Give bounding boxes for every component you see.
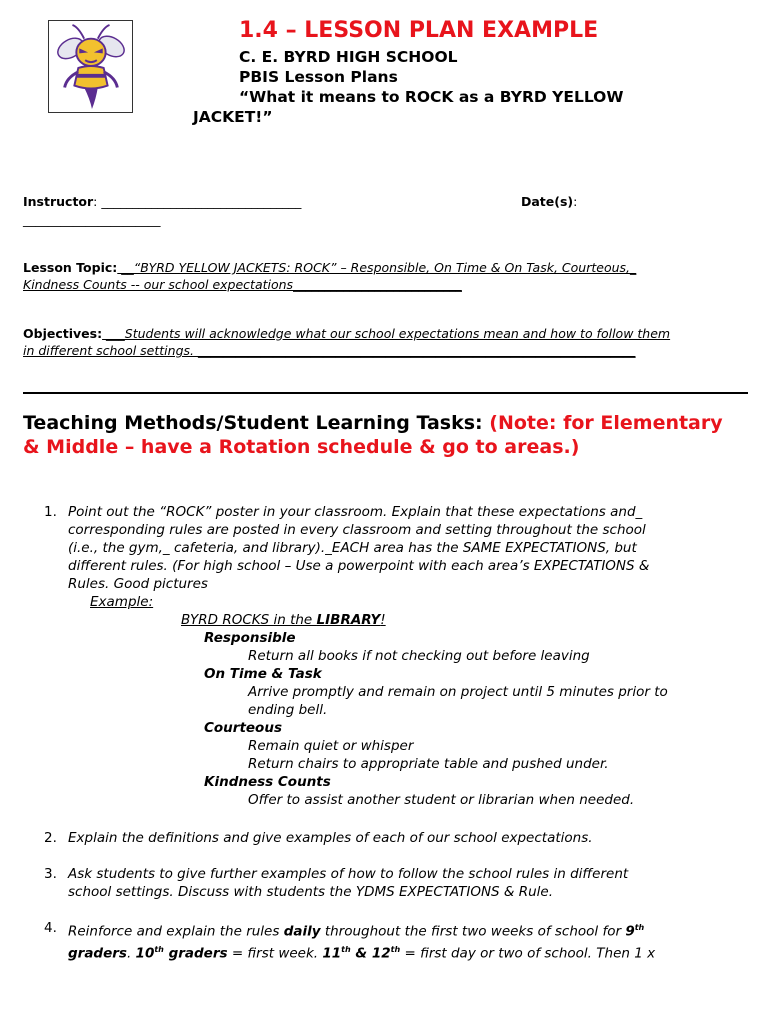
item4-th-1: th: [634, 923, 645, 932]
list-item-4-text: [68, 919, 744, 962]
item4-twelfth: & 12: [350, 945, 391, 961]
list-item-3-line-2: school settings. Discuss with students the YDMS EXPECTATIONS & Rule.: [68, 884, 554, 900]
objectives-text-1: ___Students will acknowledge what our school expectations mean and how to follow them: [102, 326, 671, 341]
item4-ninth: 9: [625, 923, 635, 940]
item4-tenth: 10: [135, 945, 155, 961]
instructor-field: [23, 194, 301, 209]
item4-th-2: th: [154, 944, 164, 954]
list-item-1-line-4: different rules. (For high school – Use a powerpoint with each area’s EXPECTATIONS &: [68, 558, 650, 574]
list-item-number: 2.: [44, 830, 57, 846]
kindness-rule: Offer to assist another student or librarian when needed.: [248, 792, 635, 808]
instructor-blank[interactable]: : ________________________________: [93, 194, 302, 209]
item4-part-4: = first week.: [227, 945, 323, 961]
date-label: Date(s): [521, 194, 574, 209]
list-item-1-line-5: Rules. Good pictures: [68, 576, 208, 592]
rocks-heading: [181, 612, 386, 628]
motto-line-2: JACKET!”: [193, 108, 273, 126]
on-time-rule-1: Arrive promptly and remain on project until 5 minutes prior to: [248, 684, 668, 700]
list-item-1-line-1: Point out the “ROCK” poster in your classroom. Explain that these expectations and_: [68, 504, 643, 520]
objectives-text-2: in different school settings. ______________________________________________________________________: [23, 343, 636, 358]
school-logo: [48, 20, 133, 113]
date-colon: :: [573, 194, 578, 209]
yellow-jacket-mascot-icon: [49, 21, 132, 112]
item4-th-4: th: [390, 944, 401, 954]
item4-daily: daily: [283, 923, 321, 940]
list-item-number: 3.: [44, 866, 57, 882]
expectation-kindness: Kindness Counts: [204, 774, 331, 790]
date-field: [521, 194, 577, 209]
rocks-place: LIBRARY: [316, 612, 381, 628]
list-item-number: 1.: [44, 504, 57, 520]
courteous-rule-2: Return chairs to appropriate table and pushed under.: [248, 756, 609, 772]
list-item-2-text: Explain the definitions and give examples of each of our school expectations.: [68, 830, 593, 846]
item4-graders-2: graders: [163, 945, 228, 961]
item4-part-3: .: [126, 945, 136, 961]
list-item-1-line-3: (i.e., the gym,_ cafeteria, and library)._EACH area has the SAME EXPECTATIONS, but: [68, 540, 637, 556]
instructor-label: Instructor: [23, 194, 94, 209]
instructor-blank-continued[interactable]: ______________________: [23, 212, 161, 227]
page-title: 1.4 – LESSON PLAN EXAMPLE: [239, 18, 599, 43]
list-item-4: [44, 919, 744, 962]
example-label: Example:: [90, 594, 154, 610]
rocks-suffix: !: [380, 612, 386, 628]
motto-line-1: “What it means to ROCK as a BYRD YELLOW: [239, 88, 624, 106]
on-time-rule-2: ending bell.: [248, 702, 328, 718]
list-item-3-line-1: Ask students to give further examples of how to follow the school rules in different: [68, 866, 629, 882]
objectives-label: Objectives:: [23, 326, 103, 341]
list-item-2: [44, 829, 744, 847]
section-heading-main: Teaching Methods/Student Learning Tasks:: [23, 412, 490, 434]
expectation-courteous: Courteous: [204, 720, 282, 736]
lesson-topic-text-2: Kindness Counts -- our school expectations___________________________: [23, 277, 462, 292]
list-item-1: [44, 503, 744, 593]
item4-part-2: throughout the first two weeks of school for: [320, 923, 626, 940]
subtitle: PBIS Lesson Plans: [239, 68, 398, 86]
section-heading: [23, 411, 733, 459]
lesson-topic-line-1: [23, 260, 636, 275]
expectation-on-time: On Time & Task: [204, 666, 322, 682]
list-item-number: 4.: [44, 920, 57, 936]
expectation-responsible: Responsible: [204, 630, 296, 646]
rocks-prefix: BYRD ROCKS in the: [181, 612, 317, 628]
list-item-1-line-2: corresponding rules are posted in every classroom and setting throughout the school: [68, 522, 646, 538]
responsible-rule: Return all books if not checking out before leaving: [248, 648, 590, 664]
item4-graders-1: graders: [68, 945, 127, 961]
school-name: C. E. BYRD HIGH SCHOOL: [239, 48, 458, 66]
objectives-line-1: [23, 326, 670, 341]
item4-part-1: Reinforce and explain the rules: [68, 923, 284, 940]
section-heading-note: (Note: for Elementary & Middle – have a Rotation schedule & go to areas.): [23, 412, 723, 458]
header-lines: [239, 47, 623, 107]
item4-part-5: = first day or two of school. Then 1 x: [400, 945, 656, 961]
lesson-topic-label: Lesson Topic:: [23, 260, 118, 275]
item4-th-3: th: [341, 944, 351, 954]
section-divider: [23, 392, 748, 394]
list-item-3: [44, 865, 744, 901]
lesson-topic-text-1: __“BYRD YELLOW JACKETS: ROCK” – Responsible, On Time & On Task, Courteous,_: [117, 260, 637, 275]
courteous-rule-1: Remain quiet or whisper: [248, 738, 414, 754]
item4-eleventh: 11: [322, 945, 342, 961]
